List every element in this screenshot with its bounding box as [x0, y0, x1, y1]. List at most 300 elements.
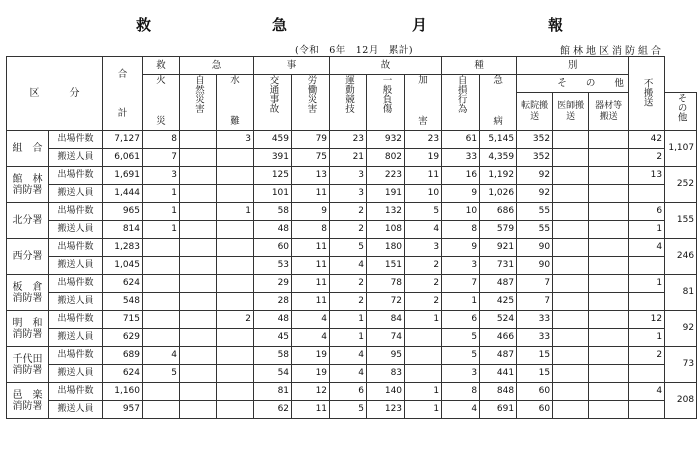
data-cell: 466 [480, 329, 517, 347]
data-cell: 11 [405, 167, 442, 185]
header-traffic: 交通事故 [254, 75, 292, 131]
data-cell [589, 185, 629, 203]
table-row [7, 311, 697, 329]
data-cell: 459 [254, 131, 292, 149]
data-cell: 3 [442, 257, 480, 275]
row-type-label: 搬送人員 [49, 365, 103, 383]
header-spread-4: 故 [330, 57, 442, 75]
data-cell: 921 [480, 239, 517, 257]
data-cell [589, 347, 629, 365]
data-cell: 2 [330, 203, 367, 221]
data-cell [553, 221, 589, 239]
data-cell [180, 347, 217, 365]
data-cell: 11 [292, 185, 330, 203]
region-label: 千代田消防署 [7, 347, 49, 383]
title-char-3: 月 [412, 16, 428, 34]
data-cell: 3 [143, 167, 180, 185]
data-cell [589, 401, 629, 419]
data-cell: 10 [442, 203, 480, 221]
header-sports: 運動競技 [330, 75, 367, 131]
row-type-label: 出場件数 [49, 275, 103, 293]
data-cell: 524 [480, 311, 517, 329]
data-cell: 9 [442, 239, 480, 257]
header-spread-2: 急 [180, 57, 254, 75]
data-cell: 23 [330, 131, 367, 149]
data-cell [589, 149, 629, 167]
data-cell [180, 257, 217, 275]
data-cell: 55 [517, 221, 553, 239]
data-cell: 1 [330, 329, 367, 347]
table-row [7, 167, 697, 185]
row-type-label: 搬送人員 [49, 221, 103, 239]
data-cell: 1,444 [103, 185, 143, 203]
data-cell: 79 [292, 131, 330, 149]
data-cell [629, 365, 665, 383]
data-cell: 814 [103, 221, 143, 239]
period-subtitle: (令和 6年 12月 累計) [295, 45, 414, 56]
header-fuhanso: 不搬送 [629, 57, 665, 131]
data-cell [553, 401, 589, 419]
data-cell: 84 [367, 311, 405, 329]
data-cell: 2 [330, 293, 367, 311]
data-cell: 7 [517, 275, 553, 293]
data-cell [589, 131, 629, 149]
data-cell: 123 [367, 401, 405, 419]
data-cell [553, 203, 589, 221]
data-cell: 33 [517, 329, 553, 347]
data-cell: 3 [405, 239, 442, 257]
data-cell: 6 [330, 383, 367, 401]
data-cell [553, 149, 589, 167]
data-cell: 125 [254, 167, 292, 185]
title-char-1: 救 [136, 16, 152, 34]
data-cell [629, 401, 665, 419]
header-sub-transfer: 転院搬送 [517, 93, 553, 131]
data-cell [180, 365, 217, 383]
header-sub-other: その他 [665, 93, 697, 131]
data-cell: 1 [629, 275, 665, 293]
data-cell: 180 [367, 239, 405, 257]
data-cell: 1,283 [103, 239, 143, 257]
data-cell: 1 [405, 383, 442, 401]
data-cell: 1 [217, 203, 254, 221]
data-cell: 4 [442, 401, 480, 419]
data-cell: 15 [517, 365, 553, 383]
data-cell: 7 [143, 149, 180, 167]
data-cell: 11 [292, 293, 330, 311]
data-cell: 19 [292, 347, 330, 365]
data-cell: 965 [103, 203, 143, 221]
header-sub-equipment: 器材等搬送 [589, 93, 629, 131]
data-cell: 2 [330, 221, 367, 239]
data-cell: 8 [442, 383, 480, 401]
data-cell: 4 [629, 239, 665, 257]
data-cell: 45 [254, 329, 292, 347]
data-cell [553, 239, 589, 257]
data-cell: 5 [405, 203, 442, 221]
data-cell: 53 [254, 257, 292, 275]
data-cell [180, 221, 217, 239]
data-cell: 108 [367, 221, 405, 239]
data-cell [589, 167, 629, 185]
header-sudden-illness: 急 病 [480, 75, 517, 131]
data-cell: 58 [254, 203, 292, 221]
data-cell: 132 [367, 203, 405, 221]
fuhanso-cell: 246 [665, 239, 697, 275]
data-cell: 848 [480, 383, 517, 401]
row-type-label: 出場件数 [49, 131, 103, 149]
data-cell: 2 [405, 293, 442, 311]
data-cell: 11 [292, 257, 330, 275]
data-cell: 1 [629, 221, 665, 239]
table-row [7, 275, 697, 293]
fuhanso-cell: 208 [665, 383, 697, 419]
data-cell [553, 257, 589, 275]
data-cell: 15 [517, 347, 553, 365]
data-cell [553, 383, 589, 401]
data-cell: 1 [143, 203, 180, 221]
data-cell [553, 293, 589, 311]
region-label: 西分署 [7, 239, 49, 275]
data-cell: 12 [292, 383, 330, 401]
data-cell: 3 [442, 365, 480, 383]
row-type-label: 出場件数 [49, 347, 103, 365]
data-cell: 62 [254, 401, 292, 419]
data-cell: 11 [292, 275, 330, 293]
data-cell [143, 401, 180, 419]
region-label: 組 合 [7, 131, 49, 167]
header-fire: 火 災 [143, 75, 180, 131]
data-cell: 60 [517, 383, 553, 401]
data-cell [180, 275, 217, 293]
data-cell [217, 239, 254, 257]
header-water: 水 難 [217, 75, 254, 131]
data-cell: 90 [517, 239, 553, 257]
data-cell: 81 [254, 383, 292, 401]
data-cell [180, 311, 217, 329]
data-cell [180, 131, 217, 149]
data-cell [180, 185, 217, 203]
data-cell: 61 [442, 131, 480, 149]
data-cell: 624 [103, 275, 143, 293]
row-type-label: 搬送人員 [49, 401, 103, 419]
data-cell: 23 [405, 131, 442, 149]
data-cell: 4,359 [480, 149, 517, 167]
data-cell: 4 [405, 221, 442, 239]
data-cell: 1 [405, 311, 442, 329]
title-char-4: 報 [548, 16, 564, 34]
data-cell: 75 [292, 149, 330, 167]
data-cell: 83 [367, 365, 405, 383]
data-cell: 425 [480, 293, 517, 311]
data-cell: 691 [480, 401, 517, 419]
data-cell [589, 203, 629, 221]
data-cell: 58 [254, 347, 292, 365]
header-sub-doctor: 医師搬送 [553, 93, 589, 131]
data-cell: 4 [629, 383, 665, 401]
data-cell [217, 365, 254, 383]
region-label: 明 和消防署 [7, 311, 49, 347]
data-cell: 9 [292, 203, 330, 221]
data-cell [405, 365, 442, 383]
data-cell [217, 167, 254, 185]
data-cell: 5,145 [480, 131, 517, 149]
organization-name: 館林地区消防組合 [560, 46, 664, 57]
data-cell [553, 131, 589, 149]
fuhanso-cell: 252 [665, 167, 697, 203]
data-cell [217, 149, 254, 167]
data-cell [553, 185, 589, 203]
header-general-injury: 一般負傷 [367, 75, 405, 131]
data-cell [217, 275, 254, 293]
data-cell [143, 275, 180, 293]
data-cell: 12 [629, 311, 665, 329]
data-cell [217, 329, 254, 347]
data-cell [180, 167, 217, 185]
data-cell: 1 [143, 221, 180, 239]
header-labor: 労働災害 [292, 75, 330, 131]
table-row [7, 149, 697, 167]
data-cell: 8 [292, 221, 330, 239]
data-cell: 95 [367, 347, 405, 365]
data-cell: 2 [405, 275, 442, 293]
fuhanso-cell: 92 [665, 311, 697, 347]
data-cell: 8 [143, 131, 180, 149]
data-cell: 3 [330, 167, 367, 185]
region-label: 館 林消防署 [7, 167, 49, 203]
data-cell: 11 [292, 401, 330, 419]
data-cell: 629 [103, 329, 143, 347]
data-cell [180, 293, 217, 311]
header-spread-3: 事 [254, 57, 330, 75]
data-cell: 4 [292, 329, 330, 347]
data-cell: 352 [517, 149, 553, 167]
data-cell [589, 257, 629, 275]
header-kubun: 区 分 [7, 57, 103, 131]
row-type-label: 搬送人員 [49, 293, 103, 311]
data-cell: 74 [367, 329, 405, 347]
data-cell: 1 [143, 185, 180, 203]
data-cell: 223 [367, 167, 405, 185]
data-cell [553, 347, 589, 365]
row-type-label: 搬送人員 [49, 329, 103, 347]
data-cell: 957 [103, 401, 143, 419]
data-cell: 5 [330, 239, 367, 257]
data-cell: 101 [254, 185, 292, 203]
row-type-label: 搬送人員 [49, 257, 103, 275]
data-cell [217, 257, 254, 275]
header-self-harm: 自損行為 [442, 75, 480, 131]
table-row [7, 383, 697, 401]
data-cell: 689 [103, 347, 143, 365]
data-cell: 6 [442, 311, 480, 329]
data-cell: 1,192 [480, 167, 517, 185]
data-cell [589, 311, 629, 329]
region-label: 邑 楽消防署 [7, 383, 49, 419]
data-cell: 6,061 [103, 149, 143, 167]
data-cell: 54 [254, 365, 292, 383]
data-cell [629, 257, 665, 275]
data-cell: 5 [442, 329, 480, 347]
data-cell: 624 [103, 365, 143, 383]
data-cell: 92 [517, 167, 553, 185]
row-type-label: 搬送人員 [49, 149, 103, 167]
data-cell [553, 329, 589, 347]
table-row [7, 329, 697, 347]
data-cell: 731 [480, 257, 517, 275]
table-row [7, 401, 697, 419]
data-cell: 28 [254, 293, 292, 311]
data-cell: 686 [480, 203, 517, 221]
data-cell: 191 [367, 185, 405, 203]
data-cell [217, 221, 254, 239]
data-cell: 21 [330, 149, 367, 167]
header-spread-5: 種 [442, 57, 517, 75]
data-cell: 33 [517, 311, 553, 329]
data-cell: 19 [405, 149, 442, 167]
data-cell [143, 257, 180, 275]
data-cell: 151 [367, 257, 405, 275]
data-cell [589, 329, 629, 347]
data-cell: 29 [254, 275, 292, 293]
data-cell: 60 [254, 239, 292, 257]
data-cell: 5 [330, 401, 367, 419]
data-cell [217, 401, 254, 419]
data-cell: 4 [330, 347, 367, 365]
data-cell [217, 293, 254, 311]
fuhanso-cell: 73 [665, 347, 697, 383]
data-cell: 7 [442, 275, 480, 293]
data-cell: 92 [517, 185, 553, 203]
data-cell [629, 293, 665, 311]
data-cell: 6 [629, 203, 665, 221]
data-cell: 932 [367, 131, 405, 149]
data-cell: 2 [629, 149, 665, 167]
data-cell [405, 347, 442, 365]
data-cell: 90 [517, 257, 553, 275]
fuhanso-cell: 1,107 [665, 131, 697, 167]
data-cell [143, 311, 180, 329]
fuhanso-cell: 155 [665, 203, 697, 239]
data-cell: 1,045 [103, 257, 143, 275]
data-cell: 4 [330, 257, 367, 275]
table-row [7, 131, 697, 149]
fuhanso-cell: 81 [665, 275, 697, 311]
data-cell: 1 [442, 293, 480, 311]
title-char-2: 急 [272, 16, 288, 34]
data-cell: 19 [292, 365, 330, 383]
data-cell: 16 [442, 167, 480, 185]
data-cell: 72 [367, 293, 405, 311]
data-cell: 4 [143, 347, 180, 365]
data-cell: 55 [517, 203, 553, 221]
table-row [7, 257, 697, 275]
data-cell: 5 [442, 347, 480, 365]
data-cell: 579 [480, 221, 517, 239]
header-spread-6: 別 [517, 57, 629, 75]
data-cell: 352 [517, 131, 553, 149]
table-row [7, 239, 697, 257]
ambulance-report-table [6, 56, 697, 419]
data-cell: 487 [480, 347, 517, 365]
data-cell: 7 [517, 293, 553, 311]
header-assault: 加 害 [405, 75, 442, 131]
data-cell [217, 347, 254, 365]
data-cell: 1 [330, 311, 367, 329]
row-type-label: 出場件数 [49, 203, 103, 221]
region-label: 板 倉消防署 [7, 275, 49, 311]
data-cell: 1,026 [480, 185, 517, 203]
data-cell [589, 383, 629, 401]
data-cell: 548 [103, 293, 143, 311]
data-cell [553, 275, 589, 293]
table-row [7, 365, 697, 383]
data-cell [143, 239, 180, 257]
data-cell: 60 [517, 401, 553, 419]
data-cell: 2 [629, 347, 665, 365]
data-cell: 1,691 [103, 167, 143, 185]
data-cell [589, 239, 629, 257]
header-natural-disaster: 自然災害 [180, 75, 217, 131]
data-cell [553, 365, 589, 383]
table-row [7, 203, 697, 221]
data-cell [180, 383, 217, 401]
header-goukei: 合 計 [103, 57, 143, 131]
data-cell [180, 401, 217, 419]
data-cell [143, 383, 180, 401]
data-cell: 11 [292, 239, 330, 257]
row-type-label: 出場件数 [49, 311, 103, 329]
data-cell [589, 365, 629, 383]
data-cell: 2 [405, 257, 442, 275]
data-cell: 1 [405, 401, 442, 419]
data-cell [589, 275, 629, 293]
row-type-label: 出場件数 [49, 239, 103, 257]
data-cell [629, 185, 665, 203]
data-cell: 487 [480, 275, 517, 293]
data-cell: 10 [405, 185, 442, 203]
data-cell: 8 [442, 221, 480, 239]
data-cell: 78 [367, 275, 405, 293]
table-row [7, 221, 697, 239]
data-cell: 13 [292, 167, 330, 185]
data-cell [143, 329, 180, 347]
data-cell [405, 329, 442, 347]
data-cell [180, 149, 217, 167]
data-cell: 391 [254, 149, 292, 167]
data-cell: 802 [367, 149, 405, 167]
data-cell: 48 [254, 221, 292, 239]
data-cell: 48 [254, 311, 292, 329]
data-cell: 5 [143, 365, 180, 383]
data-cell [180, 203, 217, 221]
data-cell: 33 [442, 149, 480, 167]
data-cell [217, 383, 254, 401]
data-cell: 1 [629, 329, 665, 347]
data-cell [589, 221, 629, 239]
data-cell: 2 [330, 275, 367, 293]
data-cell [553, 167, 589, 185]
header-spread-1: 救 [143, 57, 180, 75]
data-cell: 3 [330, 185, 367, 203]
data-cell: 9 [442, 185, 480, 203]
data-cell: 3 [217, 131, 254, 149]
data-cell: 7,127 [103, 131, 143, 149]
row-type-label: 搬送人員 [49, 185, 103, 203]
data-cell: 13 [629, 167, 665, 185]
data-cell: 140 [367, 383, 405, 401]
table-row [7, 185, 697, 203]
